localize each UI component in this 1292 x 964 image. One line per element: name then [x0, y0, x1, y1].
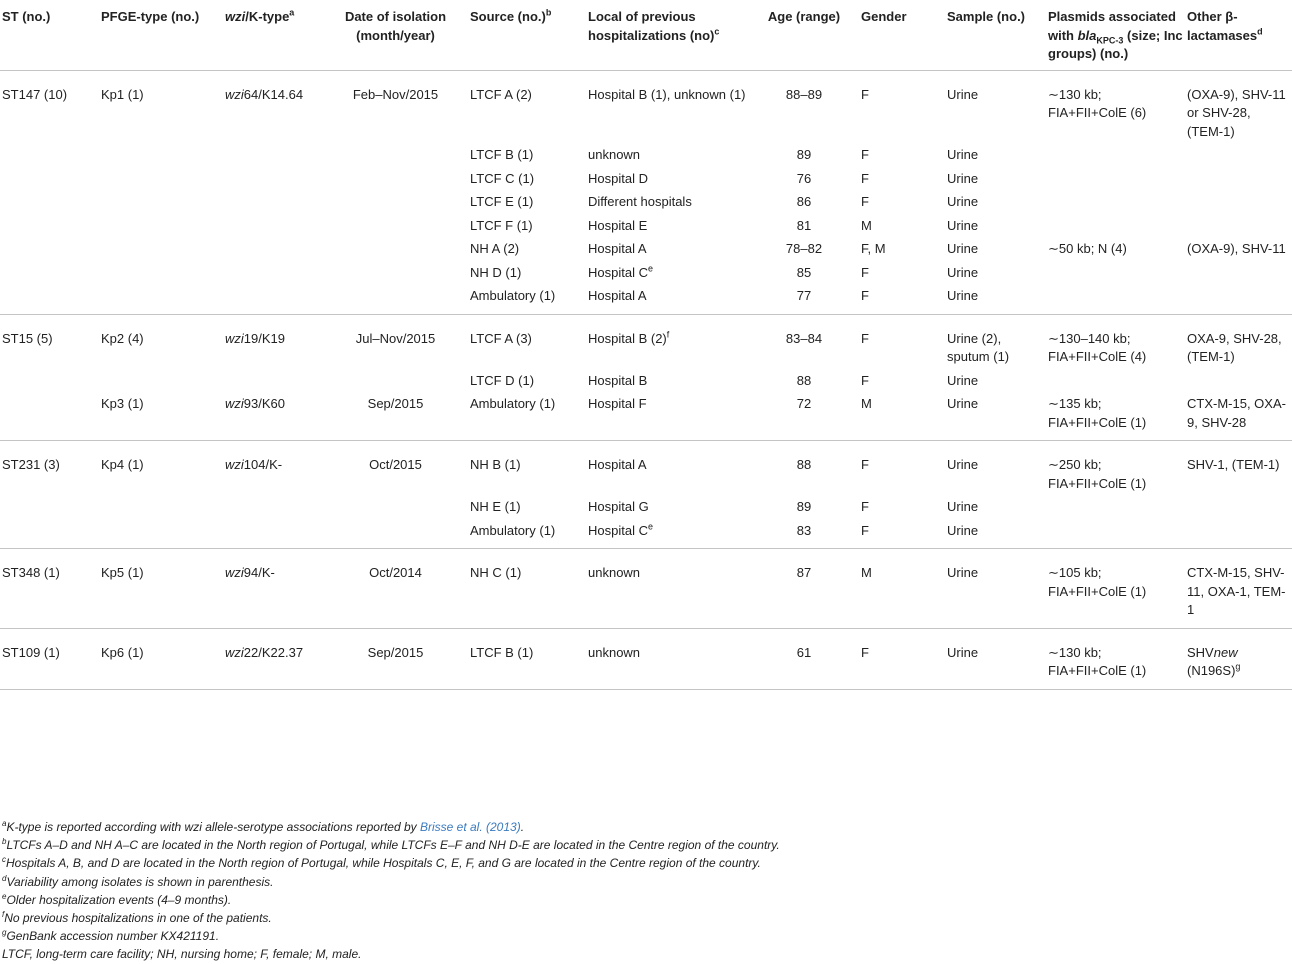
cell-other-beta-lactamases: CTX-M-15, OXA-9, SHV-28: [1185, 393, 1292, 441]
cell-source: LTCF F (1): [470, 217, 533, 233]
cell-pfge: [99, 520, 223, 549]
cell-wzi: wzi104/K-: [225, 457, 283, 472]
footnote-abbreviations: LTCF, long-term care facility; NH, nursing home; F, female; M, male.: [2, 947, 362, 962]
cell-local: Hospital Ce: [588, 263, 653, 280]
cell-wzi: [223, 191, 323, 215]
cell-pfge: [99, 370, 223, 394]
cell-st: ST109 (1): [0, 628, 99, 689]
cell-date: [323, 144, 468, 168]
cell-local: Hospital E: [588, 217, 648, 233]
table-row: [0, 238, 1292, 262]
cell-date: [323, 370, 468, 394]
cell-st: [0, 370, 99, 394]
table-row: [0, 191, 1292, 215]
cell-gender: F: [861, 170, 869, 186]
cell-plasmids: [1046, 285, 1185, 314]
cell-sample: Urine: [947, 264, 979, 280]
cell-st: [0, 285, 99, 314]
cell-plasmids: ∼250 kb; FIA+FII+ColE (1): [1048, 457, 1147, 491]
table-row: [0, 628, 1292, 689]
footnotes: [2, 818, 1282, 964]
cell-sample: Urine: [947, 457, 979, 472]
cell-date: [323, 238, 468, 262]
cell-gender: F: [861, 330, 869, 346]
cell-sample: Urine: [947, 217, 979, 233]
cell-plasmids: ∼105 kb; FIA+FII+ColE (1): [1046, 549, 1185, 629]
cell-gender: F: [861, 264, 869, 280]
cell-st: [0, 238, 99, 262]
footnote-a: $^a$K-type is reported according with wzi allele-serotype associations reported by Brisse et al. (2013).: [2, 819, 525, 834]
table-row: [0, 520, 1292, 549]
cell-st: [0, 168, 99, 192]
cell-source: Ambulatory (1): [468, 285, 586, 314]
footnote-c: $^c$Hospitals A, B, and D are located in the North region of Portugal, while Hospitals C, E, F, and G are located in the Centre region of the country.: [2, 855, 761, 871]
cell-plasmids: ∼50 kb; N (4): [1048, 241, 1127, 256]
cell-sample: Urine: [945, 393, 1046, 441]
cell-date: [323, 520, 468, 549]
cell-other-beta-lactamases: (OXA-9), SHV-11 or SHV-28, (TEM-1): [1187, 86, 1286, 139]
cell-other-beta-lactamases: SHVnew $(N196S)^g$: [1185, 628, 1292, 689]
cell-sample: Urine: [945, 628, 1046, 689]
cell-pfge: [99, 238, 223, 262]
table-row: [0, 70, 1292, 144]
table-row: [0, 441, 1292, 497]
cell-plasmids: [1046, 520, 1185, 549]
cell-source: LTCF C (1): [470, 170, 535, 186]
cell-source: LTCF E (1): [470, 194, 534, 209]
cell-local: Hospital A: [588, 457, 647, 472]
cell-plasmids: [1046, 168, 1185, 192]
cell-local: unknown: [586, 549, 749, 629]
cell-pfge: [99, 191, 223, 215]
cell-wzi: [223, 370, 323, 394]
cell-sample: Urine: [947, 86, 979, 102]
cell-source: NH A (2): [470, 241, 520, 256]
table-row: [0, 285, 1292, 314]
cell-local: unknown: [588, 147, 641, 162]
cell-gender: F: [861, 372, 869, 388]
cell-sample: Urine: [945, 549, 1046, 629]
cell-source: LTCF B (1): [470, 147, 534, 162]
cell-sample: Urine (2), sputum (1): [947, 330, 1010, 364]
cell-wzi: [223, 144, 323, 168]
table-row: [0, 144, 1292, 168]
cell-gender: F: [861, 499, 869, 514]
header-sample: Sample (no.): [945, 0, 1046, 70]
cell-date: [323, 496, 468, 520]
cell-local: Hospital Ce: [586, 520, 749, 549]
cell-local: Hospital G: [588, 499, 649, 514]
cell-pfge: [99, 144, 223, 168]
cell-local: Hospital F: [586, 393, 749, 441]
table-row: [0, 314, 1292, 370]
cell-age: 83–84: [785, 330, 823, 346]
cell-local: Hospital B $(2)^f$: [588, 329, 670, 346]
cell-gender: F: [859, 628, 945, 689]
cell-date: Jul–Nov/2015: [355, 330, 436, 346]
cell-plasmids: [1046, 215, 1185, 239]
cell-gender: F: [861, 194, 869, 209]
cell-other-beta-lactamases: SHV-1, (TEM-1): [1187, 457, 1280, 472]
header-date: Date of isolation (month/year): [323, 0, 468, 70]
footnote-d: $^d$Variability among isolates is shown in parenthesis.: [2, 873, 274, 889]
cell-st: [0, 262, 99, 286]
cell-wzi: [223, 262, 323, 286]
cell-pfge: Kp6 (1): [99, 628, 223, 689]
cell-st: [0, 496, 99, 520]
header-plasmids: Plasmids associated with bla$_{KPC-3}$ (size; Inc groups) (no.): [1046, 0, 1185, 70]
cell-gender: F, M: [861, 241, 886, 256]
cell-gender: F: [861, 86, 869, 102]
cell-source: LTCF A (2): [470, 86, 532, 102]
cell-other-beta-lactamases: [1185, 370, 1292, 394]
cell-other-beta-lactamases: (OXA-9), SHV-11: [1187, 241, 1286, 256]
cell-sample: Urine: [947, 147, 979, 162]
cell-gender: F: [861, 457, 869, 472]
cell-age: 83: [749, 520, 859, 549]
cell-age: 87: [749, 549, 859, 629]
cell-st: [0, 520, 99, 549]
cell-other-beta-lactamases: [1185, 496, 1292, 520]
cell-wzi: [223, 496, 323, 520]
cell-plasmids: ∼135 kb; FIA+FII+ColE (1): [1046, 393, 1185, 441]
reference-link[interactable]: Brisse et al. (2013): [419, 820, 521, 834]
cell-other-beta-lactamases: [1185, 215, 1292, 239]
cell-other-beta-lactamases: [1185, 520, 1292, 549]
cell-other-beta-lactamases: [1185, 168, 1292, 192]
cell-age: 81: [796, 217, 812, 233]
cell-sample: Urine: [947, 499, 979, 514]
header-gender: Gender: [859, 0, 945, 70]
cell-local: unknown: [586, 628, 749, 689]
cell-plasmids: [1046, 191, 1185, 215]
table-row: [0, 370, 1292, 394]
cell-other-beta-lactamases: [1185, 285, 1292, 314]
cell-date: [323, 215, 468, 239]
cell-gender: M: [859, 393, 945, 441]
cell-age: 86: [796, 194, 812, 209]
cell-sample: Urine: [947, 170, 979, 186]
cell-age: 72: [749, 393, 859, 441]
cell-plasmids: [1046, 144, 1185, 168]
table-header: [0, 0, 1292, 70]
cell-age: 78–82: [785, 241, 823, 256]
cell-wzi: wzi19/K19: [225, 330, 285, 346]
table-row: [0, 262, 1292, 286]
cell-date: Sep/2015: [323, 393, 468, 441]
table-row: [0, 393, 1292, 441]
cell-source: Ambulatory (1): [468, 520, 586, 549]
cell-plasmids: ∼130–140 kb; FIA+FII+ColE (4): [1048, 330, 1147, 364]
cell-gender: F: [861, 147, 869, 162]
cell-wzi: [223, 168, 323, 192]
cell-date: Feb–Nov/2015: [352, 86, 439, 102]
cell-wzi: wzi64/K14.64: [225, 86, 304, 102]
cell-wzi: wzi22/K22.37: [223, 628, 323, 689]
header-other-beta-lactamases: Other β-lactamases$^d$: [1185, 0, 1292, 70]
cell-other-beta-lactamases: OXA-9, SHV-28, (TEM-1): [1187, 330, 1282, 364]
cell-sample: Urine: [945, 520, 1046, 549]
cell-age: 76: [796, 170, 812, 186]
header-wzi: wzi/K-type$^a$: [223, 0, 323, 70]
cell-age: 88: [796, 372, 812, 388]
cell-age: 89: [796, 499, 812, 514]
footnote-f: $^f$No previous hospitalizations in one of the patients.: [2, 910, 272, 926]
cell-pfge: [99, 168, 223, 192]
cell-st: [0, 191, 99, 215]
cell-plasmids: [1046, 496, 1185, 520]
table-row: [0, 496, 1292, 520]
cell-source: LTCF B (1): [468, 628, 586, 689]
cell-wzi: wzi93/K60: [223, 393, 323, 441]
cell-age: 88: [796, 457, 812, 472]
table-row: [0, 168, 1292, 192]
cell-local: Hospital A: [588, 241, 647, 256]
cell-pfge: Kp1 (1): [101, 86, 144, 102]
cell-local: Different hospitals: [588, 194, 692, 209]
cell-sample: Urine: [947, 194, 979, 209]
cell-st: ST147 (10): [2, 86, 68, 102]
cell-age: 85: [796, 264, 812, 280]
cell-gender: F: [859, 285, 945, 314]
cell-pfge: Kp4 (1): [101, 457, 144, 472]
cell-wzi: [223, 285, 323, 314]
cell-pfge: Kp2 (4): [101, 330, 144, 346]
cell-other-beta-lactamases: [1185, 262, 1292, 286]
cell-pfge: [99, 285, 223, 314]
cell-gender: M: [861, 217, 872, 233]
footnote-g: $^g$GenBank accession number KX421191.: [2, 928, 220, 944]
cell-age: 77: [749, 285, 859, 314]
cell-local: Hospital D: [588, 170, 648, 186]
table-row: [0, 549, 1292, 629]
cell-st: ST231 (3): [2, 457, 60, 472]
cell-st: [0, 144, 99, 168]
cell-date: [323, 168, 468, 192]
cell-st: [0, 393, 99, 441]
cell-other-beta-lactamases: [1185, 191, 1292, 215]
cell-wzi: [223, 520, 323, 549]
cell-age: 88–89: [785, 86, 823, 102]
cell-source: NH E (1): [470, 499, 521, 514]
header-st: ST (no.): [0, 0, 99, 70]
header-age: Age (range): [749, 0, 859, 70]
cell-plasmids: ∼130 kb; FIA+FII+ColE (6): [1048, 86, 1147, 120]
cell-date: [323, 285, 468, 314]
table-body: [0, 70, 1292, 689]
footnote-e: $^e$Older hospitalization events (4–9 months).: [2, 891, 232, 907]
footnote-b: $^b$LTCFs A–D and NH A–C are located in the North region of Portugal, while LTCFs E–F and NH D-E are located in the Centre region of the country.: [2, 837, 780, 853]
cell-other-beta-lactamases: CTX-M-15, SHV-11, OXA-1, TEM-1: [1185, 549, 1292, 629]
cell-age: 61: [749, 628, 859, 689]
cell-source: NH C (1): [468, 549, 586, 629]
cell-gender: F: [859, 520, 945, 549]
cell-wzi: wzi94/K-: [223, 549, 323, 629]
cell-local: Hospital B (1), unknown (1): [588, 86, 746, 102]
cell-st: ST15 (5): [2, 330, 53, 346]
cell-wzi: [223, 238, 323, 262]
cell-pfge: [99, 496, 223, 520]
cell-source: NH D (1): [470, 264, 522, 280]
cell-sample: Urine: [947, 372, 979, 388]
cell-wzi: [223, 215, 323, 239]
cell-date: [323, 191, 468, 215]
cell-pfge: Kp5 (1): [99, 549, 223, 629]
cell-date: Sep/2015: [323, 628, 468, 689]
cell-pfge: [99, 262, 223, 286]
cell-st: ST348 (1): [0, 549, 99, 629]
cell-plasmids: [1046, 370, 1185, 394]
cell-local: Hospital B: [588, 372, 648, 388]
cell-source: NH B (1): [470, 457, 521, 472]
cell-sample: Urine: [947, 241, 979, 256]
cell-other-beta-lactamases: [1185, 144, 1292, 168]
cell-date: Oct/2015: [369, 457, 422, 472]
cell-local: Hospital A: [586, 285, 749, 314]
table-row: [0, 215, 1292, 239]
cell-sample: Urine: [945, 285, 1046, 314]
header-pfge: PFGE-type (no.): [99, 0, 223, 70]
cell-pfge: Kp3 (1): [99, 393, 223, 441]
cell-plasmids: ∼130 kb; FIA+FII+ColE (1): [1046, 628, 1185, 689]
cell-date: [323, 262, 468, 286]
cell-source: LTCF D (1): [470, 372, 535, 388]
header-source: Source $(no.)^b$: [468, 0, 586, 70]
header-local: Local of previous hospitalizations (no)$^c$: [586, 0, 749, 70]
cell-date: Oct/2014: [323, 549, 468, 629]
cell-plasmids: [1046, 262, 1185, 286]
cell-source: LTCF A (3): [470, 330, 532, 346]
cell-source: Ambulatory (1): [468, 393, 586, 441]
cell-st: [0, 215, 99, 239]
cell-gender: M: [859, 549, 945, 629]
cell-age: 89: [796, 147, 812, 162]
cell-pfge: [99, 215, 223, 239]
